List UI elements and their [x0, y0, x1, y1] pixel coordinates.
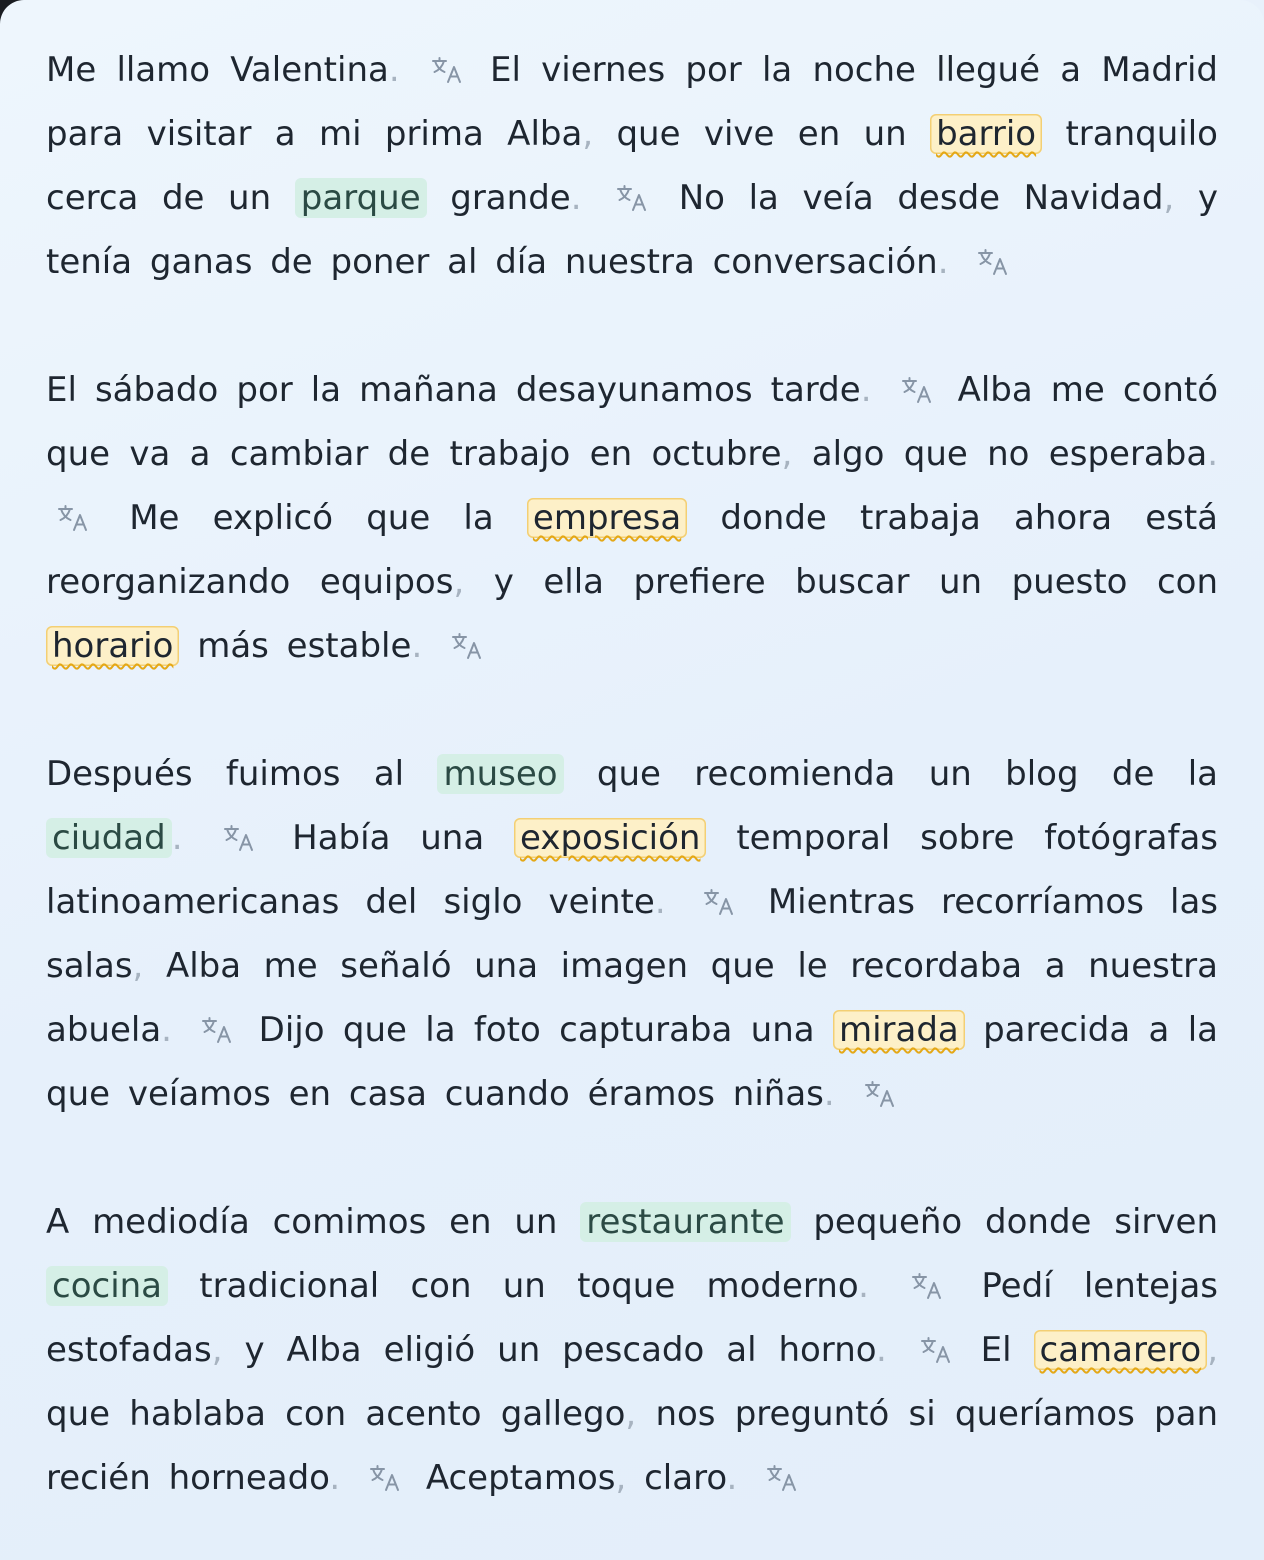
- punctuation: ,: [781, 434, 793, 474]
- sentence[interactable]: que vive en un: [616, 114, 907, 154]
- sentence[interactable]: grande: [450, 178, 571, 218]
- punctuation: ,: [211, 1330, 223, 1370]
- sentence[interactable]: que hablaba con acento gallego: [46, 1394, 626, 1434]
- sentence[interactable]: Me explicó que la: [129, 498, 494, 538]
- paragraph-3: [46, 742, 1218, 1126]
- new-word-horario[interactable]: horario: [46, 626, 179, 666]
- translate-icon[interactable]: [919, 1322, 953, 1352]
- sentence[interactable]: Me llamo Valentina: [46, 50, 389, 90]
- known-word-ciudad[interactable]: ciudad: [46, 818, 172, 858]
- punctuation: .: [875, 1330, 887, 1370]
- punctuation: .: [860, 370, 872, 410]
- sentence[interactable]: parecida a la que veíamos en casa cuando éramos niñas: [46, 1010, 1219, 1114]
- punctuation: .: [329, 1458, 341, 1498]
- sentence[interactable]: Alba me contó que va a cambiar de trabajo en octubre: [46, 370, 1219, 474]
- sentence[interactable]: y ella prefiere buscar un puesto con: [493, 562, 1218, 602]
- punctuation: ,: [453, 562, 465, 602]
- sentence[interactable]: donde trabaja ahora está reorganizando equipos: [46, 498, 1219, 602]
- punctuation: .: [858, 1266, 869, 1306]
- translate-icon[interactable]: [976, 234, 1010, 264]
- sentence[interactable]: Aceptamos: [425, 1458, 616, 1498]
- known-word-restaurante[interactable]: restaurante: [580, 1202, 790, 1242]
- paragraph-4: [46, 1190, 1218, 1510]
- new-word-barrio[interactable]: barrio: [930, 114, 1042, 154]
- punctuation: .: [171, 818, 183, 858]
- sentence[interactable]: pequeño donde sirven: [813, 1202, 1218, 1242]
- sentence[interactable]: Dijo que la foto capturaba una: [258, 1010, 815, 1050]
- translate-icon[interactable]: [56, 490, 90, 520]
- translate-icon[interactable]: [368, 1450, 402, 1480]
- sentence[interactable]: algo que no esperaba: [811, 434, 1208, 474]
- translate-icon[interactable]: [222, 810, 256, 840]
- new-word-empresa[interactable]: empresa: [527, 498, 687, 538]
- punctuation: .: [411, 626, 423, 666]
- punctuation: .: [1207, 434, 1218, 474]
- known-word-cocina[interactable]: cocina: [46, 1266, 168, 1306]
- new-word-camarero[interactable]: camarero: [1034, 1330, 1208, 1370]
- translate-icon[interactable]: [765, 1450, 799, 1480]
- punctuation: ,: [1163, 178, 1175, 218]
- sentence[interactable]: Había una: [292, 818, 485, 858]
- sentence[interactable]: El: [980, 1330, 1012, 1370]
- punctuation: ,: [132, 946, 144, 986]
- known-word-museo[interactable]: museo: [437, 754, 563, 794]
- punctuation: ,: [1207, 1330, 1218, 1370]
- sentence[interactable]: temporal sobre fotógrafas latinoamericanas del siglo veinte: [46, 818, 1219, 922]
- punctuation: .: [654, 882, 666, 922]
- punctuation: .: [823, 1074, 835, 1114]
- paragraph-1: [46, 38, 1218, 294]
- sentence[interactable]: Después fuimos al: [46, 754, 405, 794]
- known-word-parque[interactable]: parque: [295, 178, 427, 218]
- sentence[interactable]: El sábado por la mañana desayunamos tarde: [46, 370, 861, 410]
- sentence[interactable]: No la veía desde Navidad: [678, 178, 1164, 218]
- sentence[interactable]: que recomienda un blog de la: [596, 754, 1219, 794]
- paragraph-2: [46, 358, 1218, 678]
- punctuation: .: [161, 1010, 172, 1050]
- sentence[interactable]: Pedí lentejas estofadas: [46, 1266, 1219, 1370]
- new-word-mirada[interactable]: mirada: [833, 1010, 965, 1050]
- translate-icon[interactable]: [430, 42, 464, 72]
- translate-icon[interactable]: [200, 1002, 234, 1032]
- punctuation: ,: [582, 114, 594, 154]
- translate-icon[interactable]: [450, 618, 484, 648]
- sentence[interactable]: A mediodía comimos en un: [46, 1202, 558, 1242]
- new-word-exposicion[interactable]: exposición: [514, 818, 706, 858]
- sentence[interactable]: tranquilo cerca de un: [46, 114, 1218, 218]
- translate-icon[interactable]: [702, 874, 736, 904]
- punctuation: .: [726, 1458, 738, 1498]
- translate-icon[interactable]: [910, 1258, 944, 1288]
- sentence[interactable]: y Alba eligió un pescado al horno: [244, 1330, 876, 1370]
- translate-icon[interactable]: [900, 362, 934, 392]
- translate-icon[interactable]: [615, 170, 649, 200]
- punctuation: ,: [615, 1458, 627, 1498]
- punctuation: .: [937, 242, 949, 282]
- sentence[interactable]: El viernes por la noche llegué a Madrid para visitar a mi prima Alba: [46, 50, 1218, 154]
- punctuation: .: [388, 50, 400, 90]
- sentence[interactable]: tradicional con un toque moderno: [199, 1266, 859, 1306]
- punctuation: ,: [625, 1394, 637, 1434]
- translate-icon[interactable]: [863, 1066, 897, 1096]
- punctuation: .: [570, 178, 582, 218]
- sentence[interactable]: Mientras recorríamos las salas: [46, 882, 1219, 986]
- sentence[interactable]: Alba me señaló una imagen que le recordaba a nuestra abuela: [46, 946, 1218, 1050]
- sentence[interactable]: y tenía ganas de poner al día nuestra conversación: [46, 178, 1219, 282]
- sentence[interactable]: más estable: [197, 626, 412, 666]
- sentence[interactable]: claro: [644, 1458, 727, 1498]
- sentence[interactable]: nos preguntó si queríamos pan recién horneado: [46, 1394, 1218, 1498]
